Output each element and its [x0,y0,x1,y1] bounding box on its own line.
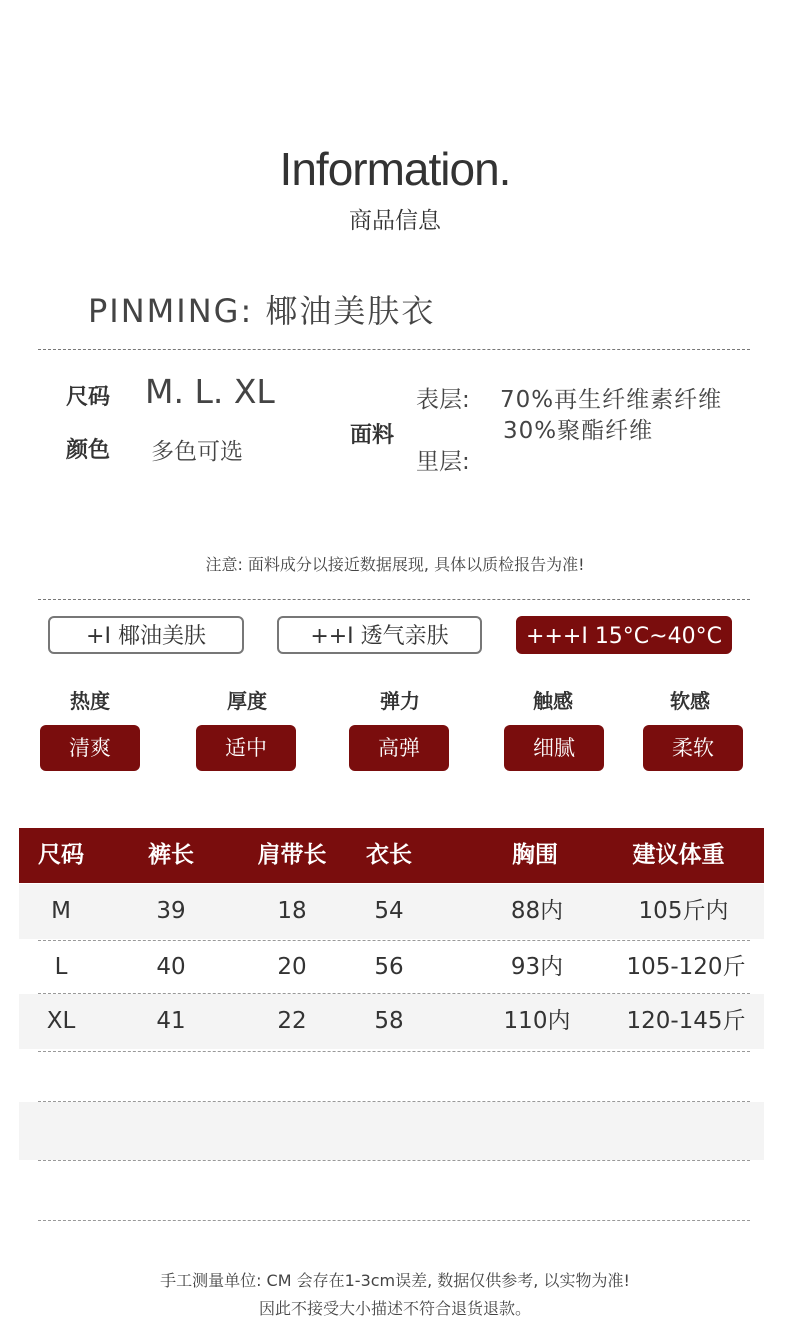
attr-label-softness: 软感 [670,689,710,713]
table-row [19,884,764,939]
product-name: PINMING: 椰油美肤衣 [88,292,436,330]
fabric-label: 面料 [350,423,395,448]
table-cell: 58 [374,1008,404,1034]
table-cell: 41 [156,1008,186,1034]
color-label: 颜色 [66,438,111,463]
size-value: M. L. XL [145,372,275,411]
table-cell: L [54,954,68,980]
table-cell: 93内 [510,954,564,980]
tag-coconut-oil: +I 椰油美肤 [48,616,244,654]
outer-layer-value-2: 30%聚酯纤维 [503,418,654,444]
col-header-strap-length: 肩带长 [257,842,327,868]
fabric-note: 注意: 面料成分以接近数据展现, 具体以质检报告为准! [205,555,585,574]
table-cell: 56 [374,954,404,980]
page-title: Information. [279,143,511,195]
col-header-top-length: 衣长 [366,842,412,868]
page-subtitle: 商品信息 [349,208,441,234]
table-cell: 88内 [510,898,564,924]
outer-layer-value-1: 70%再生纤维素纤维 [500,387,723,413]
table-cell: M [51,898,71,924]
table-cell: 18 [277,898,307,924]
color-value: 多色可选 [151,439,243,465]
size-label: 尺码 [66,385,111,410]
col-header-pants-length: 裤长 [148,842,194,868]
attr-label-warmth: 热度 [70,689,110,713]
attr-label-touch: 触感 [533,689,573,713]
table-row [19,994,764,1049]
outer-layer-label: 表层: [416,387,470,413]
row-divider [38,1051,750,1052]
attr-label-elasticity: 弹力 [380,689,420,713]
divider [38,349,750,350]
attr-value-touch: 细腻 [504,725,604,771]
col-header-size: 尺码 [38,842,84,868]
tag-temperature: +++I 15°C~40°C [516,616,732,654]
row-divider [38,1220,750,1221]
table-cell: 39 [156,898,186,924]
attr-value-warmth: 清爽 [40,725,140,771]
table-row [19,940,764,995]
attr-value-softness: 柔软 [643,725,743,771]
table-cell: XL [46,1008,76,1034]
empty-table-row [19,1102,764,1160]
table-cell: 20 [277,954,307,980]
attr-value-elasticity: 高弹 [349,725,449,771]
attr-value-thickness: 适中 [196,725,296,771]
attr-label-thickness: 厚度 [227,689,267,713]
col-header-weight: 建议体重 [632,842,725,868]
footer-note-2: 因此不接受大小描述不符合退货退款。 [258,1299,531,1318]
table-cell: 105-120斤 [626,954,746,980]
footer-note-1: 手工测量单位: CM 会存在1-3cm误差, 数据仅供参考, 以实物为准! [160,1271,630,1290]
inner-layer-label: 里层: [416,449,470,475]
table-cell: 110内 [503,1008,571,1034]
col-header-bust: 胸围 [512,842,558,868]
table-cell: 40 [156,954,186,980]
row-divider [38,1160,750,1161]
divider [38,599,750,600]
tag-breathable: ++I 透气亲肤 [277,616,482,654]
table-cell: 54 [374,898,404,924]
table-cell: 22 [277,1008,307,1034]
table-cell: 120-145斤 [626,1008,746,1034]
table-cell: 105斤内 [638,898,729,924]
size-table-header [19,828,764,883]
